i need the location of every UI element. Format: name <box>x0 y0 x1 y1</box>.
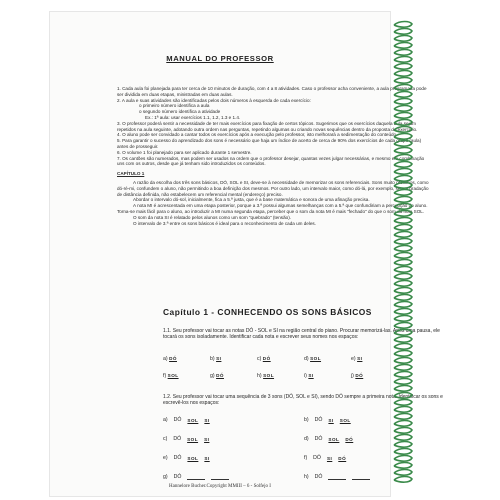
spiral-coil <box>394 449 412 455</box>
spiral-coil <box>394 274 412 280</box>
answer-value[interactable]: DÓ <box>262 356 271 361</box>
spiral-coil <box>394 330 412 336</box>
spiral-coil <box>394 267 412 273</box>
answer-value[interactable]: SOL <box>187 456 199 461</box>
first-note: DÓ <box>314 436 323 442</box>
answer-value[interactable]: SOL <box>339 418 351 423</box>
item-label: g) <box>163 474 168 480</box>
spiral-coil <box>394 155 412 161</box>
spiral-coil <box>394 232 412 238</box>
spiral-coil <box>394 379 412 385</box>
spiral-coil <box>394 29 412 35</box>
sequence-item <box>304 417 445 424</box>
spiral-coil <box>394 414 412 420</box>
spiral-coil <box>394 386 412 392</box>
answer-item <box>210 372 257 380</box>
paragraph-line: Ex.: 1ª aula: usar exercícios 1.1, 1.2, 1.3 e 1.4. <box>145 114 241 120</box>
spiral-coil <box>394 197 412 203</box>
answer-value[interactable]: SOL <box>328 437 340 442</box>
paragraph-line: A nota MI é acrescentada em uma etapa posterior, porque a 3.ª possui algumas semelhanças com a 5.ª que confundiriam a percepção do aluno. Torna-se mais fácil para o aluno, ao introduzir a MI numa segunda etapa, perceber que o som da nota MI é mais "fechado" do que o som da nota SOL. <box>117 203 428 214</box>
spiral-coil <box>394 22 412 28</box>
exercise-1-1-text: 1.1. Seu professor vai tocar as notas DÓ - SOL e SI na região central do piano. Procurar memorizá-las. Após uma pausa, ele tocará os sons isoladamente. Identificar cada nota e escrever seus nomes nos espaços: <box>163 328 440 341</box>
first-note: DÓ <box>313 455 321 461</box>
item-label: g) <box>210 373 215 379</box>
spiral-coil <box>394 295 412 301</box>
spiral-coil <box>394 358 412 364</box>
spiral-coil <box>394 64 412 70</box>
item-label: d) <box>304 436 309 442</box>
answer-value[interactable]: DÓ <box>169 356 177 361</box>
spiral-coil <box>394 393 412 399</box>
spiral-coil <box>394 78 412 84</box>
spiral-coil <box>394 141 412 147</box>
spiral-coil <box>394 218 412 224</box>
spiral-coil <box>394 337 412 343</box>
spiral-coil <box>394 148 412 154</box>
answer-value[interactable]: SI <box>204 418 210 423</box>
answer-value[interactable]: SOL <box>187 437 199 442</box>
spiral-coil <box>394 288 412 294</box>
spiral-coil <box>394 316 412 322</box>
paragraph-line: 2. A aula e suas atividades são identificadas pelos dois números à esquerda de cada exercício: <box>117 97 311 103</box>
item-label: c) <box>257 356 262 362</box>
spiral-coil <box>394 134 412 140</box>
spiral-coil <box>394 302 412 308</box>
spiral-coil <box>394 323 412 329</box>
spiral-coil <box>394 211 412 217</box>
item-label: a) <box>163 356 168 362</box>
answer-value[interactable]: SI <box>357 356 363 361</box>
sequence-item <box>163 474 304 481</box>
spiral-coil <box>394 435 412 441</box>
exercise-1-2-text: 1.2. Seu professor vai tocar uma sequência de 3 sons (DÓ, SOL e SI), sendo DÓ sempre a primeira nota. Identificar os sons e escrevê-los nos espaços: <box>163 394 443 407</box>
item-label: b) <box>210 356 215 362</box>
spiral-coil <box>394 477 412 483</box>
answer-item <box>304 355 351 363</box>
answer-value[interactable]: SI <box>216 356 222 361</box>
answer-value[interactable]: SI <box>308 373 314 378</box>
answer-value[interactable]: SI <box>326 456 333 461</box>
answer-value[interactable]: SOL <box>310 356 322 361</box>
chapter-heading: Capítulo 1 - CONHECENDO OS SONS BÁSICOS <box>163 307 372 317</box>
answer-value[interactable]: DÓ <box>355 373 364 378</box>
sequence-item <box>304 474 445 481</box>
paragraph-line: 1. Cada aula foi planejada para ter cerca de 10 minutos de duração, com 4 a 8 atividades. Caso o professor acha conveniente, a aula programada pode ser dividida em duas etapas, ministradas em duas aulas. <box>117 86 427 97</box>
first-note: DÓ <box>173 474 182 480</box>
spiral-binding-icon <box>392 18 414 486</box>
document-page <box>50 12 443 496</box>
answer-value[interactable]: SOL <box>187 418 199 423</box>
spiral-coil <box>394 253 412 259</box>
spiral-coil <box>394 57 412 63</box>
spiral-coil <box>394 463 412 469</box>
sequence-item <box>163 455 304 462</box>
paragraph-line: 3. O professor poderá sentir a necessidade de ter mais exercícios para fixação de certos tópicos. Sugerimos que os exercícios daquela aula sejam repetidos na aula seguinte, adotando outra ordem nas perguntas, repetindo algumas ou criando novas sequências dentro da proposta do exercício. <box>117 120 418 132</box>
answer-blank[interactable] <box>211 474 229 480</box>
paragraph-line: 6. O volume 1 foi planejado para ser aplicado durante 1 semestre. <box>117 149 252 155</box>
first-note: DÓ <box>314 474 323 480</box>
intro-text <box>117 86 429 226</box>
answer-value[interactable]: SOL <box>263 373 275 378</box>
spiral-coil <box>394 176 412 182</box>
spiral-coil <box>394 162 412 168</box>
capitulo-lines <box>117 180 429 226</box>
sequence-item <box>304 455 445 462</box>
item-label: e) <box>351 356 356 362</box>
spiral-coil <box>394 421 412 427</box>
spiral-coil <box>394 456 412 462</box>
spiral-coil <box>394 344 412 350</box>
paragraph-line: 5. Para garantir o sucesso do aprendizado dos sons é necessário que haja um índice de acerto de cerca de 90% dos exercícios de cada grupo (aula) antes de prosseguir. <box>117 138 422 149</box>
answer-item <box>210 355 257 363</box>
answer-item <box>163 355 210 363</box>
item-label: f) <box>163 373 167 379</box>
sequence-item <box>163 417 304 424</box>
answer-value[interactable]: DÓ <box>338 456 347 461</box>
item-label: d) <box>304 356 309 362</box>
spiral-coil <box>394 127 412 133</box>
spiral-coil <box>394 309 412 315</box>
spiral-coil <box>394 428 412 434</box>
item-label: e) <box>163 455 168 461</box>
spiral-coil <box>394 183 412 189</box>
spiral-coil <box>394 225 412 231</box>
spiral-coil <box>394 50 412 56</box>
spiral-coil <box>394 281 412 287</box>
answer-value[interactable]: DÓ <box>345 437 354 442</box>
spiral-coil <box>394 351 412 357</box>
answer-item <box>257 372 304 380</box>
spiral-coil <box>394 169 412 175</box>
answer-item <box>351 355 398 363</box>
first-note: DÓ <box>173 417 182 423</box>
spiral-coil <box>394 260 412 266</box>
answer-value[interactable]: SOL <box>167 373 179 378</box>
spiral-coil <box>394 372 412 378</box>
spiral-coil <box>394 407 412 413</box>
spiral-coil <box>394 36 412 42</box>
spiral-coil <box>394 470 412 476</box>
answer-blank[interactable] <box>328 474 346 480</box>
page-title: MANUAL DO PROFESSOR <box>166 54 274 63</box>
spiral-coil <box>394 204 412 210</box>
paragraph-line: 7. Os cantões são numerados, mas podem ser usados na ordem que o professor desejar, quantas vezes julgar necessárias, e mesmo em combinação uns com os outros, desde que já tenham sido introduzidos os conteúdos. <box>117 155 425 167</box>
item-label: f) <box>304 455 308 461</box>
spiral-coil <box>394 239 412 245</box>
paragraph-line: O intervalo de 3.ª entre os sons básicos é ideal para o reconhecimento de cada um deles. <box>133 220 317 226</box>
spiral-coil <box>394 92 412 98</box>
answer-value[interactable]: SI <box>204 437 210 442</box>
paragraph-line: O som da nota SI é relatado pelos alunos como um som "quebrado" (tensão). <box>133 214 292 220</box>
item-label: a) <box>163 417 168 423</box>
item-label: j) <box>351 373 354 379</box>
item-label: c) <box>163 436 168 442</box>
spiral-coil <box>394 400 412 406</box>
answer-item <box>304 372 351 380</box>
answer-item <box>163 372 210 380</box>
answer-item <box>257 355 304 363</box>
spiral-coil <box>394 120 412 126</box>
first-note: DÓ <box>173 455 182 461</box>
spiral-coil <box>394 190 412 196</box>
answer-blank[interactable] <box>352 474 370 480</box>
paragraph-line: 4. O aluno pode ser convidado a cantar todos os exercícios após a execução pelo professor, isto melhorará a sedimentação do conteúdo. <box>117 132 398 138</box>
sequence-item <box>304 436 445 443</box>
spiral-coil <box>394 99 412 105</box>
answer-value[interactable]: DÓ <box>216 373 224 378</box>
spiral-coil <box>394 113 412 119</box>
paragraph-line: A razão da escolha dos três sons básicos, DÓ, SOL e SI, deve-se à necessidade de memorizar os sons referenciais. Sons muito próximos, como dó-ré-mi, confundem o aluno, não permitindo a boa definição dos mesmos. Por outro lado, um intervalo maior, como dó-lá, por exemplo, sem a gradação de distância definida, não estabelecem um referencial mental (endereço) preciso. <box>117 179 429 197</box>
answer-blank[interactable] <box>187 474 205 480</box>
first-note: DÓ <box>173 436 182 442</box>
answer-value[interactable]: SI <box>328 418 334 423</box>
page-footer: Hannelore Bucher.Copyright MMIII – 6 - Solfejo I <box>169 484 271 489</box>
spiral-coil <box>394 106 412 112</box>
spiral-coil <box>394 442 412 448</box>
answer-item <box>351 372 398 380</box>
spiral-coil <box>394 365 412 371</box>
intro-lines <box>117 86 429 167</box>
answer-value[interactable]: SI <box>204 456 210 461</box>
paragraph-line: o segundo número identifica a atividade <box>139 109 221 115</box>
capitulo-label: CAPÍTULO 1 <box>117 171 145 177</box>
item-label: i) <box>304 373 307 379</box>
paragraph-line: Abordar o intervalo dó-sol, inicialmente, fica a 5.ª justa, que é a base matemática e sonora de uma afinação precisa. <box>133 197 370 203</box>
spiral-coil <box>394 85 412 91</box>
item-label: b) <box>304 417 309 423</box>
spiral-coil <box>394 71 412 77</box>
paragraph-line: o primeiro número identifica a aula <box>139 103 210 109</box>
first-note: DÓ <box>314 417 323 423</box>
spiral-coil <box>394 246 412 252</box>
spiral-coil <box>394 43 412 49</box>
sequence-item <box>163 436 304 443</box>
item-label: h) <box>304 474 309 480</box>
item-label: h) <box>257 373 262 379</box>
